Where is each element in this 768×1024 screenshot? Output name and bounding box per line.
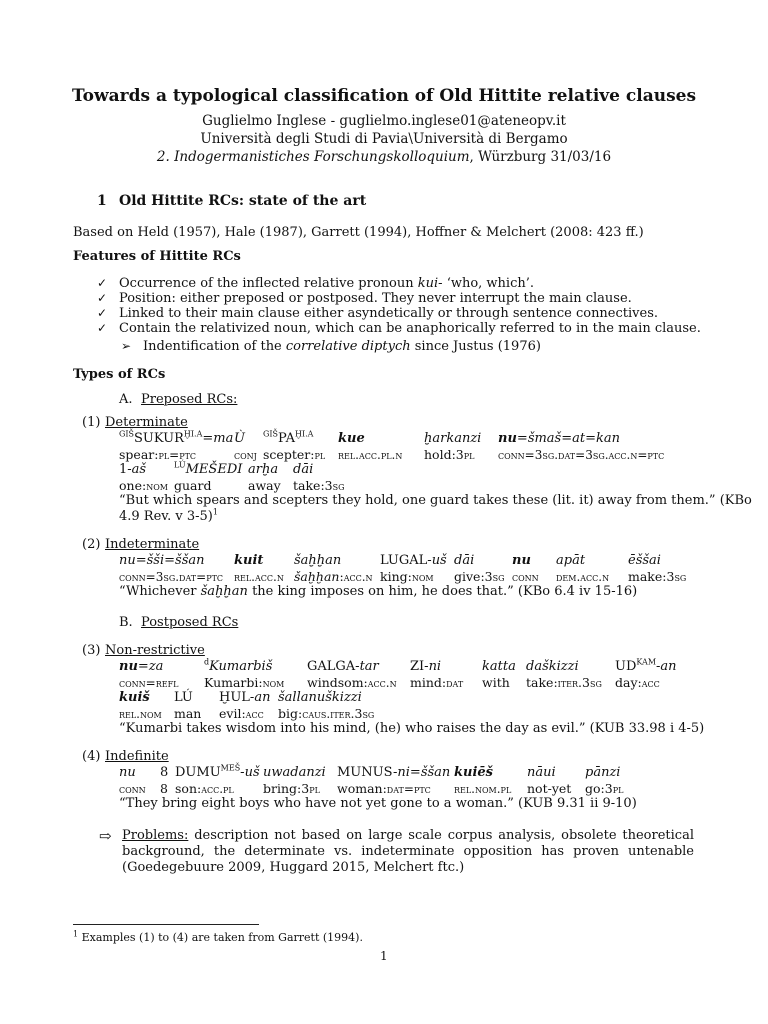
example-label: Indeterminate	[105, 537, 200, 552]
arrow-right-icon: ⇨	[99, 827, 112, 845]
example-number: (2)	[82, 537, 101, 552]
gloss-word: conn=3sg.dat=3sg.acc.n=ptc	[498, 448, 665, 462]
example-label: Indefinite	[105, 749, 169, 764]
example-translation: “But which spears and scepters they hold, one guard takes these (lit. it) away from them.” (KBo	[119, 493, 752, 508]
problems-text: description not based on large scale corpus analysis, obsolete theoretical background, the determinate vs. indeterminate opposition has proven untenable (Goedegebuure 2009, Huggard 2015, Melchert ftc.)	[122, 828, 694, 875]
hittite-word: MUNUS-ni=ššan	[337, 765, 451, 780]
gloss-word: with	[482, 675, 510, 690]
conference-line	[0, 149, 768, 165]
gloss-word: šaḫḫan:acc.n	[294, 569, 373, 584]
gloss-word: conn	[119, 782, 146, 796]
gloss-word: mind:dat	[410, 675, 464, 690]
based-on-text: Based on Held (1957), Hale (1987), Garrett (1994), Hoffner & Melchert (2008: 423 ff.)	[73, 225, 644, 240]
gloss-word: dem.acc.n	[556, 570, 610, 584]
paper-title: Towards a typological classification of Old Hittite relative clauses	[71, 86, 697, 106]
hittite-word: apāt	[556, 553, 586, 568]
gloss-word: bring:3pl	[263, 781, 320, 796]
gloss-word: rel.nom.pl	[454, 782, 512, 796]
hittite-word: kuiš	[119, 690, 150, 705]
gloss-word: woman:dat=ptc	[337, 781, 431, 796]
problems-paragraph	[122, 828, 694, 876]
hittite-word: 1-aš	[119, 462, 147, 477]
footnote-separator	[73, 924, 259, 925]
gloss-word: guard	[174, 478, 212, 493]
hittite-word: katta	[482, 659, 516, 674]
gloss-word: rel.acc.pl.n	[338, 448, 403, 462]
example-number: (3)	[82, 643, 101, 658]
hittite-word: LÚ	[174, 690, 193, 705]
page-number: 1	[380, 949, 388, 963]
gloss-word: scepter:pl	[263, 447, 326, 462]
gloss-word: take:3sg	[293, 478, 345, 493]
arrowhead-icon: ➢	[121, 339, 132, 353]
types-heading: Types of RCs	[73, 367, 166, 382]
hittite-word: dāi	[454, 553, 475, 568]
gloss-word: conj	[234, 448, 257, 462]
example-translation: “Kumarbi takes wisdom into his mind, (he) who raises the day as evil.” (KUB 33.98 i 4-5)	[119, 721, 705, 736]
feature-item: Occurrence of the inflected relative pronoun kui- ‘who, which’.	[119, 276, 534, 291]
conference-date: , Würzburg 31/03/16	[469, 149, 612, 165]
hittite-word: kuit	[234, 553, 264, 568]
hittite-word: nu=šmaš=at=kan	[498, 431, 621, 446]
gloss-word: hold:3pl	[424, 447, 475, 462]
hittite-word: $UD^{KAM}-an$	[615, 657, 677, 674]
hittite-word: šallanuškizzi	[278, 690, 362, 705]
author-line: Guglielmo Inglese - guglielmo.inglese01@ateneopv.it	[202, 113, 566, 129]
example-translation-cont: 4.9 Rev. v 3-5)$^1$	[119, 507, 218, 524]
check-icon: ✓	[97, 291, 108, 305]
hittite-word: ḫarkanzi	[424, 431, 482, 446]
feature-item: Contain the relativized noun, which can be anaphorically referred to in the main clause.	[119, 321, 701, 336]
feature-subitem: Indentification of the correlative diptych since Justus (1976)	[143, 339, 541, 354]
check-icon: ✓	[97, 306, 108, 320]
section-number: 1	[97, 193, 107, 209]
gloss-word: give:3sg	[454, 569, 505, 584]
feature-item: Linked to their main clause either asyndetically or through sentence connectives.	[119, 306, 659, 321]
hittite-word: nu=za	[119, 659, 164, 674]
gloss-word: big:caus.iter.3sg	[278, 706, 375, 721]
example-label: Determinate	[105, 415, 188, 430]
hittite-word: pānzi	[585, 765, 621, 780]
gloss-word: conn=3sg.dat=ptc	[119, 570, 224, 584]
affiliation-line: Università degli Studi di Pavia\Università di Bergamo	[200, 131, 568, 147]
example-translation: “They bring eight boys who have not yet gone to a woman.” (KUB 9.31 ii 9-10)	[119, 796, 637, 811]
hittite-word: $DUMU^{MEŠ}-uš$	[175, 763, 260, 780]
hittite-word: nu	[512, 553, 531, 568]
gloss-line: spear:pl=ptc	[119, 447, 197, 462]
type-a-label: A.	[119, 392, 133, 407]
hittite-word: $^{LÚ}$MEŠEDI	[174, 460, 243, 477]
hittite-word: nu=šši=ššan	[119, 553, 205, 568]
hittite-word: Ù	[234, 431, 245, 446]
gloss-word: day:acc	[615, 675, 660, 690]
gloss-word: make:3sg	[628, 569, 687, 584]
gloss-word: conn=refl	[119, 676, 179, 690]
type-a-title: Preposed RCs:	[141, 392, 238, 407]
hittite-word: dāi	[293, 462, 314, 477]
example-number: (1)	[82, 415, 101, 430]
gloss-word: go:3pl	[585, 781, 624, 796]
hittite-word: kue	[338, 431, 365, 446]
hittite-word: LUGAL-uš	[380, 553, 447, 568]
example-label: Non-restrictive	[105, 643, 205, 658]
hittite-word: uwadanzi	[263, 765, 326, 780]
type-b-title: Postposed RCs	[141, 615, 239, 630]
check-icon: ✓	[97, 321, 108, 335]
type-b-label: B.	[119, 615, 133, 630]
problems-label: Problems:	[122, 828, 189, 843]
hittite-word: kuiēš	[454, 765, 493, 780]
example-translation: “Whichever šaḫḫan the king imposes on him, he does that.” (KBo 6.4 iv 15-16)	[119, 584, 638, 599]
gloss-word: windsom:acc.n	[307, 675, 397, 690]
hittite-word: $^{GIŠ}PA^{ḪI.A}$	[263, 429, 314, 446]
example-number: (4)	[82, 749, 101, 764]
hittite-word: $^d$Kumarbiš	[204, 657, 273, 674]
features-heading: Features of Hittite RCs	[73, 249, 241, 264]
hittite-word: šaḫḫan	[294, 553, 342, 568]
hittite-word: $^{GIŠ}SUKUR^{ḪI.A}=ma$	[119, 429, 234, 446]
conference-name: 2. Indogermanistiches Forschungskolloquium	[156, 149, 470, 165]
gloss-word: son:acc.pl	[175, 781, 234, 796]
hittite-word: nu	[119, 765, 136, 780]
gloss-word: one:nom	[119, 478, 168, 493]
hittite-word: ēššai	[628, 553, 661, 568]
hittite-word: 8	[160, 765, 169, 780]
gloss-word: not-yet	[527, 781, 572, 796]
gloss-word: Kumarbi:nom	[204, 675, 285, 690]
hittite-word: ZI-ni	[410, 659, 442, 674]
check-icon: ✓	[97, 276, 108, 290]
hittite-word: arḫa	[248, 462, 279, 477]
feature-item: Position: either preposed or postposed. They never interrupt the main clause.	[119, 291, 632, 306]
hittite-word: GALGA-tar	[307, 659, 379, 674]
gloss-word: evil:acc	[219, 706, 264, 721]
gloss-word: away	[248, 478, 281, 493]
gloss-word: 8	[160, 781, 168, 796]
gloss-word: king:nom	[380, 569, 434, 584]
gloss-word: take:iter.3sg	[526, 675, 602, 690]
hittite-word: nāui	[527, 765, 556, 780]
section-title: Old Hittite RCs: state of the art	[119, 193, 367, 209]
hittite-word: daškizzi	[526, 659, 579, 674]
gloss-word: conn	[512, 570, 539, 584]
hittite-word: ḪUL-an	[219, 690, 271, 705]
gloss-word: rel.nom	[119, 707, 162, 721]
gloss-word: rel.acc.n	[234, 570, 284, 584]
gloss-word: man	[174, 706, 202, 721]
footnote: $^1$ Examples (1) to (4) are taken from Garrett (1994).	[73, 929, 363, 944]
